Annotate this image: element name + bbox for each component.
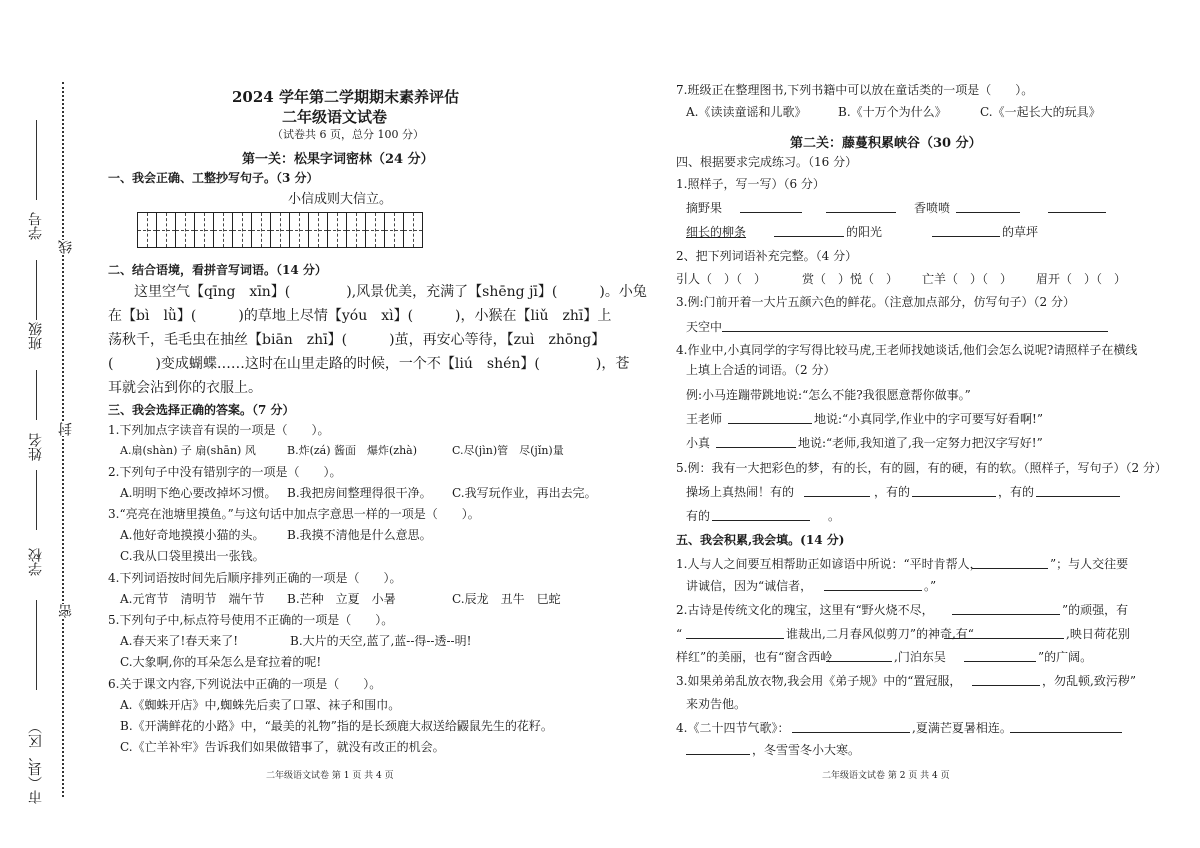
q4-1-ex-4: 的阳光 <box>846 225 883 239</box>
q3-5-opt-c: C.大象啊,你的耳朵怎么是耷拉着的呢! <box>120 655 322 669</box>
q5-4-stem-b: ,夏满芒夏暑相连。 <box>912 721 1012 735</box>
q5-2-quote: “ <box>676 627 683 641</box>
q4-3-blank[interactable] <box>722 319 1108 336</box>
q4-2-item-4: 眉开（ ）（ ） <box>1036 272 1127 286</box>
q5-1-stem-c: 讲诚信，因为“诚信者， <box>686 579 813 593</box>
q4-1-blank-4[interactable] <box>1048 200 1106 217</box>
q4-1-blank-5[interactable] <box>774 224 844 241</box>
margin-rule-class <box>36 260 37 320</box>
stage1-title: 第一关：松果字词密林（24 分） <box>242 152 434 167</box>
q4-2-item-3: 亡羊（ ）（ ） <box>922 272 1013 286</box>
q4-1-ex-2: 香喷喷 <box>914 201 951 215</box>
q4-1-ex-5: 的草坪 <box>1002 225 1039 239</box>
q5-4-blank-1[interactable] <box>792 720 910 737</box>
q4-1-ex-3: 细长的柳条 <box>686 225 747 239</box>
q3-5-stem: 5.下列句子中,标点符号使用不正确的一项是（ ）。 <box>108 613 394 627</box>
q3-2-opt-a: A.明明下绝心要改掉坏习惯。 <box>120 486 277 500</box>
q3-4-opt-a: A.元宵节 清明节 端午节 <box>120 592 265 606</box>
q4-title: 四、根据要求完成练习。（16 分） <box>676 155 858 169</box>
seal-char-feng: 封 <box>58 422 74 436</box>
q4-3-prefix: 天空中 <box>686 320 723 334</box>
q4-4-student-line: 地说:“老师,我知道了,我一定努力把汉字写好!” <box>798 436 1043 450</box>
q3-1-opt-c: C.尽(jìn)管 尽(jǐn)量 <box>452 444 564 457</box>
q2-line-1: 这里空气【qīng xīn】( ),风景优美，充满了【shēng jī】( )。小兔 <box>134 284 647 300</box>
q3-2-opt-b: B.我把房间整理得很干净。 <box>287 486 432 500</box>
q2-line-2: 在【bì lǜ】( )的草地上尽情【yóu xì】( )，小猴在【liǔ zhī】上 <box>108 308 612 324</box>
q3-5-opt-a: A.春天来了!春天来了! <box>120 634 239 648</box>
q5-2-blank-3[interactable] <box>944 626 1064 643</box>
q4-5-blank-1[interactable] <box>804 484 870 501</box>
q2-line-5: 耳就会沾到你的衣服上。 <box>108 380 262 396</box>
page1-footer: 二年级语文试卷 第 1 页 共 4 页 <box>266 771 394 781</box>
q4-5-blank-4[interactable] <box>712 508 810 525</box>
q3-6-opt-b: B.《开满鲜花的小路》中，“最美的礼物”指的是长颈鹿大叔送给鼹鼠先生的花籽。 <box>120 719 553 733</box>
q3-4-opt-c: C.辰龙 丑牛 巳蛇 <box>452 592 561 606</box>
q5-4-blank-3[interactable] <box>686 742 750 759</box>
stage2-title: 第二关：藤蔓积累峡谷（30 分） <box>790 136 982 151</box>
q4-1-blank-2[interactable] <box>826 200 896 217</box>
q5-1-stem: 1.人与人之间要互相帮助正如谚语中所说：“平时肯帮人， <box>676 557 982 571</box>
margin-rule-school <box>36 470 37 530</box>
q4-1-blank-3[interactable] <box>956 200 1020 217</box>
q3-3-opt-b: B.我摸不清他是什么意思。 <box>287 528 432 542</box>
q5-title: 五、我会积累,我会填。(14 分) <box>676 533 845 547</box>
q3-title: 三、我会选择正确的答案。（7 分） <box>108 403 295 417</box>
margin-rule-county <box>36 600 37 690</box>
q5-4-blank-2[interactable] <box>1010 720 1122 737</box>
q3-1-opt-b: B.炸(zá) 酱面 爆炸(zhà) <box>287 444 418 457</box>
q5-4-stem-c: ，冬雪雪冬小大寒。 <box>752 743 861 757</box>
q3-7-stem: 7.班级正在整理图书,下列书籍中可以放在童话类的一项是（ ）。 <box>676 83 1034 97</box>
q4-4-teacher: 王老师 <box>686 412 723 426</box>
q4-5-prefix: 操场上真热闹！有的 <box>686 485 795 499</box>
q4-1-blank-1[interactable] <box>740 200 802 217</box>
margin-label-county: 市（县、区） <box>28 720 44 804</box>
q4-5-blank-3[interactable] <box>1036 484 1120 501</box>
q3-3-opt-c: C.我从口袋里摸出一张钱。 <box>120 549 265 563</box>
q4-1-blank-6[interactable] <box>932 224 1000 241</box>
exam-subtitle: （试卷共 6 页，总分 100 分） <box>272 128 424 141</box>
q5-2-stem-g: ,门泊东吴 <box>894 650 946 664</box>
q3-6-opt-c: C.《亡羊补牢》告诉我们如果做错事了，就没有改正的机会。 <box>120 740 445 754</box>
q5-2-end: ”的广阔。 <box>1038 650 1093 664</box>
q5-4-stem: 4.《二十四节气歌》： <box>676 721 790 735</box>
q4-4-blank-1[interactable] <box>728 411 812 428</box>
q5-3-blank[interactable] <box>972 673 1040 690</box>
q2-title: 二、结合语境，看拼音写词语。（14 分） <box>108 263 327 277</box>
q3-7-opt-a: A.《读读童谣和儿歌》 <box>686 105 807 119</box>
seal-char-mi: 密 <box>58 604 74 618</box>
q5-1-blank-2[interactable] <box>824 578 922 595</box>
q5-2-stem-e: ,映日荷花别 <box>1066 627 1130 641</box>
margin-label-school: 学校 <box>28 548 44 576</box>
q2-line-3: 荡秋千，毛毛虫在抽丝【biān zhī】( )茧，再安心等待，【zuì zhōng】 <box>108 332 606 348</box>
margin-rule-id <box>36 120 37 200</box>
q1-title: 一、我会正确、工整抄写句子。（3 分） <box>108 171 319 185</box>
q3-1-stem: 1.下列加点字读音有误的一项是（ ）。 <box>108 423 330 437</box>
q4-4-example: 例:小马连蹦带跳地说:“怎么不能?我很愿意帮你做事。” <box>686 388 971 402</box>
q4-4-teacher-line: 地说:“小真同学,作业中的字可要写好看啊!” <box>814 412 1043 426</box>
q5-1-blank-1[interactable] <box>972 556 1048 573</box>
q4-2-stem: 2、把下列词语补充完整。（4 分） <box>676 249 858 263</box>
q5-2-stem-d: 谁裁出,二月春风似剪刀”的神奇,有“ <box>786 627 974 641</box>
q5-1-stem-b: ”；与人交往要 <box>1050 557 1129 571</box>
q3-2-stem: 2.下列句子中没有错别字的一项是（ ）。 <box>108 465 342 479</box>
q5-3-stem: 3.如果弟弟乱放衣物,我会用《弟子规》中的“置冠服， <box>676 674 962 688</box>
q5-2-stem-b: ”的顽强，有 <box>1062 603 1129 617</box>
q4-5-stem: 5.例：我有一大把彩色的梦，有的长，有的圆，有的硬，有的软。（照样子，写句子）（2 分） <box>676 461 1167 475</box>
q4-4-stem-1: 4.作业中,小真同学的字写得比较马虎,王老师找她谈话,他们会怎么说呢?请照样子在横线 <box>676 343 1138 357</box>
q4-1-stem: 1.照样子，写一写）（6 分） <box>676 177 825 191</box>
q5-2-blank-5[interactable] <box>964 649 1036 666</box>
q3-3-opt-a: A.他好奇地摸摸小猫的头。 <box>120 528 265 542</box>
q3-4-stem: 4.下列词语按时间先后顺序排列正确的一项是（ ）。 <box>108 571 402 585</box>
q4-3-stem: 3.例:门前开着一大片五颜六色的鲜花。（注意加点部分，仿写句子）（2 分） <box>676 295 1075 309</box>
q5-2-blank-1[interactable] <box>952 602 1060 619</box>
q4-2-item-1: 引人（ ）（ ） <box>676 272 767 286</box>
q3-3-stem: 3.“亮亮在池塘里摸鱼。”与这句话中加点字意思一样的一项是（ ）。 <box>108 507 480 521</box>
q5-3-end: 来劝告他。 <box>686 697 747 711</box>
q3-7-opt-b: B.《十万个为什么》 <box>838 105 947 119</box>
writing-grid[interactable] <box>138 212 423 248</box>
q5-1-end: 。” <box>924 579 937 593</box>
q4-4-blank-2[interactable] <box>716 435 796 452</box>
q5-3-stem-b: ，勿乱顿,致污秽” <box>1042 674 1136 688</box>
exam-title: 2024 学年第二学期期末素养评估 <box>232 88 459 106</box>
q4-5-last: 有的 <box>686 509 711 523</box>
q3-7-opt-c: C.《一起长大的玩具》 <box>980 105 1101 119</box>
q5-2-stem: 2.古诗是传统文化的瑰宝，这里有“野火烧不尽， <box>676 603 934 617</box>
q4-5-mid-2: ，有的 <box>998 485 1035 499</box>
q3-4-opt-b: B.芒种 立夏 小暑 <box>287 592 396 606</box>
page2-footer: 二年级语文试卷 第 2 页 共 4 页 <box>822 771 950 781</box>
q3-1-opt-a: A.扇(shàn) 子 扇(shān) 风 <box>120 444 256 457</box>
q5-2-blank-4[interactable] <box>826 649 892 666</box>
binding-dotted-line <box>62 82 64 797</box>
margin-label-class: 班级 <box>28 322 44 350</box>
margin-rule-name <box>36 370 37 420</box>
q1-sentence: 小信成则大信立。 <box>288 192 393 207</box>
q4-1-ex-1: 摘野果 <box>686 201 723 215</box>
q4-5-end: 。 <box>828 509 841 523</box>
q3-6-stem: 6.关于课文内容,下列说法中正确的一项是（ ）。 <box>108 677 382 691</box>
exam-subject-title: 二年级语文试卷 <box>282 108 388 126</box>
margin-label-name: 姓名 <box>28 433 44 461</box>
margin-label-id: 学号 <box>28 212 44 240</box>
q4-5-blank-2[interactable] <box>912 484 996 501</box>
q4-5-mid-1: ，有的 <box>874 485 911 499</box>
seal-char-xian: 线 <box>58 240 74 254</box>
q4-4-student: 小真 <box>686 436 711 450</box>
q5-2-blank-2[interactable] <box>686 626 784 643</box>
q4-4-stem-2: 上填上合适的词语。（2 分） <box>686 363 836 377</box>
q5-2-stem-f: 样红”的美丽，也有“窗含西岭 <box>676 650 833 664</box>
q2-line-4: ( )变成蝴蝶……这时在山里走路的时候，一个不【liú shén】( )，苍 <box>108 356 630 372</box>
q4-2-item-2: 赏（ ）悦（ ） <box>802 272 899 286</box>
q3-6-opt-a: A.《蜘蛛开店》中,蜘蛛先后卖了口罩、袜子和围巾。 <box>120 698 401 712</box>
q3-2-opt-c: C.我写玩作业，再出去完。 <box>452 486 597 500</box>
q3-5-opt-b: B.大片的天空,蓝了,蓝--得--透--明! <box>290 634 472 648</box>
